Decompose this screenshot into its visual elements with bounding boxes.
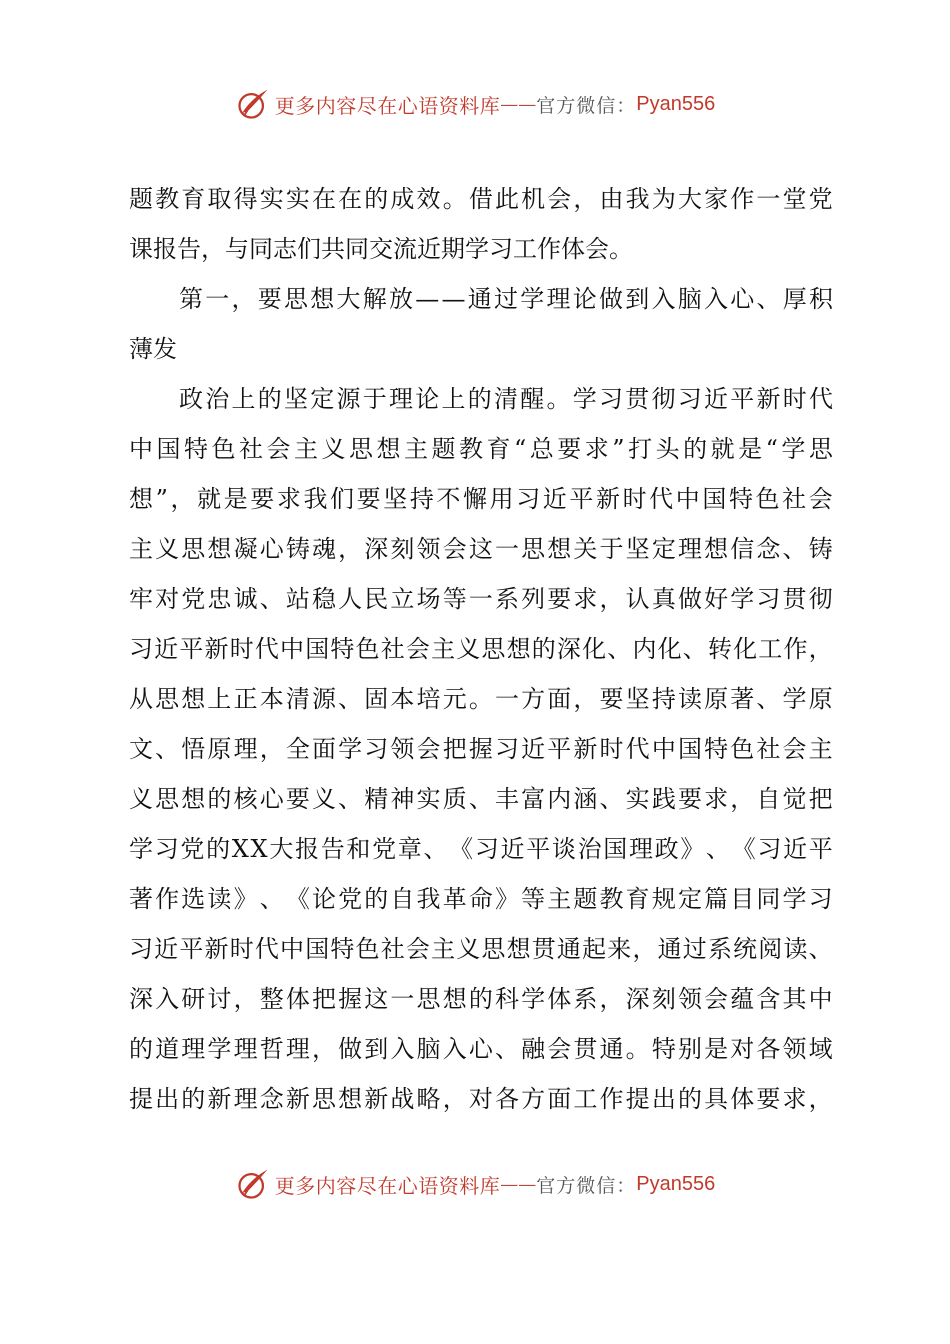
banner-label: 官方微信：	[536, 1174, 637, 1197]
body-line: 主 义 思 想 凝 心 铸 魂 ， 深 刻 领 会 这 一 思 想 关 于 坚 定 理 想 信 念 、 铸	[129, 535, 833, 563]
body-line: 习 近 平 新 时 代 中 国 特 色 社 会 主 义 思 想 的 深 化 、 内 化 、 转 化 工 作 ，	[129, 635, 833, 663]
quill-logo-icon	[235, 1166, 271, 1202]
body-line: 中 国 特 色 社 会 主 义 思 想 主 题 教 育 “ 总 要 求 ” 打 头 的 就 是 “ 学 思	[129, 435, 833, 463]
banner-title: 更多内容尽在心语资料库	[274, 1173, 501, 1198]
banner-wechat-id: Pyan556	[636, 1172, 716, 1195]
banner-dash: ——	[500, 1173, 537, 1195]
section-heading-line: 第 一 ， 要 思 想 大 解 放 — — 通 过 学 理 论 做 到 入 脑 入 心 、 厚 积	[179, 285, 833, 313]
banner-dash: ——	[500, 93, 537, 115]
body-line: 习 近 平 新 时 代 中 国 特 色 社 会 主 义 思 想 贯 通 起 来 ， 通 过 系 统 阅 读 、	[129, 935, 833, 963]
banner-title: 更多内容尽在心语资料库	[274, 93, 501, 118]
body-line: 深 入 研 讨 ， 整 体 把 握 这 一 思 想 的 科 学 体 系 ， 深 刻 领 会 蕴 含 其 中	[129, 985, 833, 1013]
body-line: 的 道 理 学 理 哲 理 ， 做 到 入 脑 入 心 、 融 会 贯 通 。 特 别 是 对 各 领 域	[129, 1035, 833, 1063]
section-heading-line: 薄发	[129, 335, 177, 363]
body-line: 从 思 想 上 正 本 清 源 、 固 本 培 元 。 一 方 面 ， 要 坚 持 读 原 著 、 学 原	[129, 685, 833, 713]
header-banner	[0, 82, 950, 126]
banner-label: 官方微信：	[536, 94, 637, 117]
body-line: 学 习 党 的 X X 大 报 告 和 党 章 、 《 习 近 平 谈 治 国 理 政 》 、 《 习 近 平	[129, 835, 833, 863]
body-line: 提 出 的 新 理 念 新 思 想 新 战 略 ， 对 各 方 面 工 作 提 出 的 具 体 要 求 ，	[129, 1085, 833, 1113]
body-line: 义 思 想 的 核 心 要 义 、 精 神 实 质 、 丰 富 内 涵 、 实 践 要 求 ， 自 觉 把	[129, 785, 833, 813]
body-line: 政 治 上 的 坚 定 源 于 理 论 上 的 清 醒 。 学 习 贯 彻 习 近 平 新 时 代	[179, 385, 833, 413]
body-line: 文 、 悟 原 理 ， 全 面 学 习 领 会 把 握 习 近 平 新 时 代 中 国 特 色 社 会 主	[129, 735, 833, 763]
body-line: 想 ” ， 就 是 要 求 我 们 要 坚 持 不 懈 用 习 近 平 新 时 代 中 国 特 色 社 会	[129, 485, 833, 513]
body-line: 课报告，与同志们共同交流近期学习工作体会。	[129, 235, 633, 263]
quill-logo-icon	[235, 86, 271, 122]
body-line: 题 教 育 取 得 实 实 在 在 的 成 效 。 借 此 机 会 ， 由 我 为 大 家 作 一 堂 党	[129, 185, 833, 213]
banner-wechat-id: Pyan556	[636, 92, 716, 115]
document-body	[129, 174, 833, 1124]
footer-banner	[0, 1162, 950, 1206]
body-line: 著 作 选 读 》 、 《 论 党 的 自 我 革 命 》 等 主 题 教 育 规 定 篇 目 同 学 习	[129, 885, 833, 913]
body-line: 牢 对 党 忠 诚 、 站 稳 人 民 立 场 等 一 系 列 要 求 ， 认 真 做 好 学 习 贯 彻	[129, 585, 833, 613]
